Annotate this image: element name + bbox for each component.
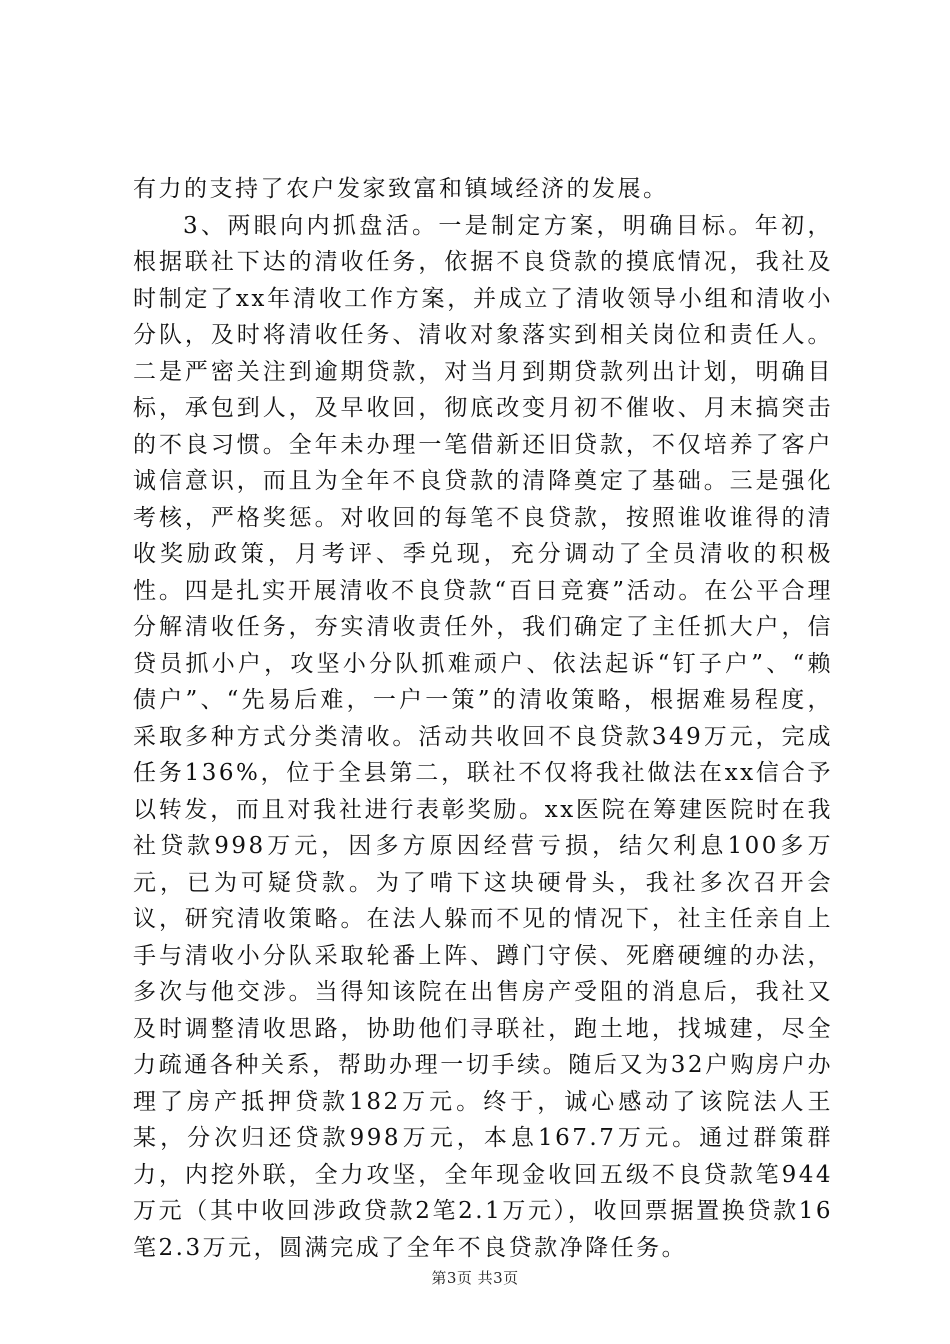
paragraph-section-3: 3、两眼向内抓盘活。一是制定方案，明确目标。年初，根据联社下达的清收任务，依据不良贷款的摸底情况，我社及时制定了xx年清收工作方案，并成立了清收领导小组和清收小分队，及时将清收任务、清收对象落实到相关岗位和责任人。二是严密关注到逾期贷款，对当月到期贷款列出计划，明确目标，承包到人，及早收回，彻底改变月初不催收、月末搞突击的不良习惯。全年未办理一笔借新还旧贷款，不仅培养了客户诚信意识，而且为全年不良贷款的清降奠定了基础。三是强化考核，严格奖惩。对收回的每笔不良贷款，按照谁收谁得的清收奖励政策，月考评、季兑现，充分调动了全员清收的积极性。四是扎实开展清收不良贷款“百日竞赛”活动。在公平合理分解清收任务，夯实清收责任外，我们确定了主任抓大户，信贷员抓小户，攻坚小分队抓难顽户、依法起诉“钉子户”、“赖债户”、“先易后难，一户一策”的清收策略，根据难易程度，采取多种方式分类清收。活动共收回不良贷款349万元，完成任务136%，位于全县第二，联社不仅将我社做法在xx信合予以转发，而且对我社进行表彰奖励。xx医院在筹建医院时在我社贷款998万元，因多方原因经营亏损，结欠利息100多万元，已为可疑贷款。为了啃下这块硬骨头，我社多次召开会议，研究清收策略。在法人躲而不见的情况下，社主任亲自上手与清收小分队采取轮番上阵、蹲门守侯、死磨硬缠的办法，多次与他交涉。当得知该院在出售房产受阻的消息后，我社又及时调整清收思路，协助他们寻联社，跑土地，找城建，尽全力疏通各种关系，帮助办理一切手续。随后又为32户购房户办理了房产抵押贷款182万元。终于，诚心感动了该院法人王某，分次归还贷款998万元，本息167.7万元。通过群策群力，内挖外联，全力攻坚，全年现金收回五级不良贷款笔944万元（其中收回涉政贷款2笔2.1万元），收回票据置换贷款16笔2.3万元，圆满完成了全年不良贷款净降任务。 xyxy=(133,212,833,1261)
paragraph-continuation: 有力的支持了农户发家致富和镇域经济的发展。 xyxy=(133,176,669,202)
page-number-footer: 第3页 共3页 xyxy=(431,1269,519,1287)
document-body xyxy=(133,171,833,1266)
